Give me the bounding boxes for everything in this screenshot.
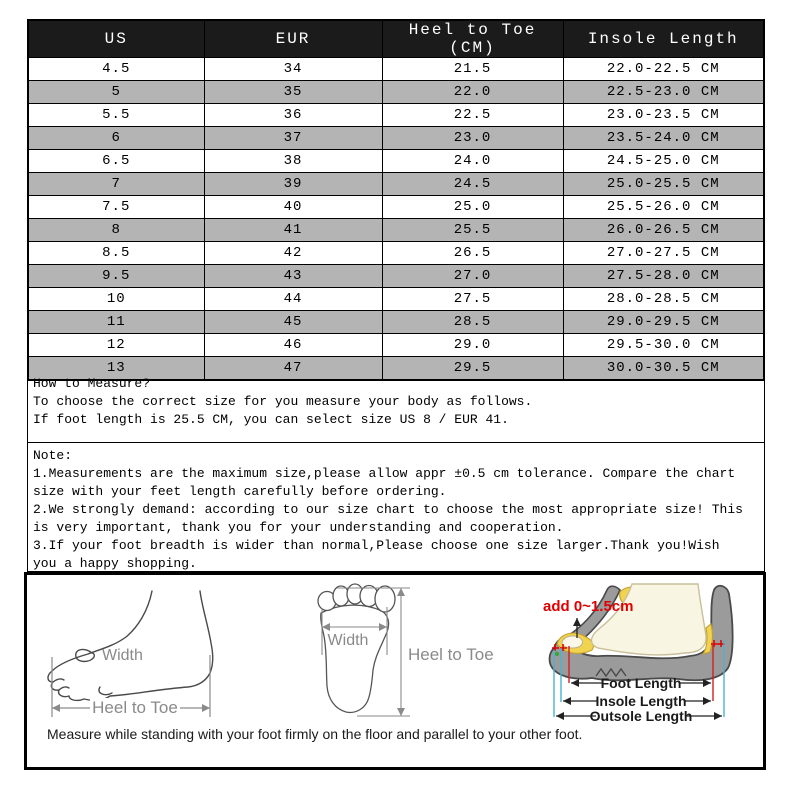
cell-heel-to-toe: 29.0 [382,334,563,357]
cell-heel-to-toe: 29.5 [382,357,563,380]
measure-line: To choose the correct size for you measure your body as follows. [33,394,533,409]
cell-insole: 30.0-30.5 CM [563,357,764,380]
cell-us: 10 [28,288,204,311]
cell-heel-to-toe: 21.5 [382,58,563,81]
cell-us: 4.5 [28,58,204,81]
col-header-eur: EUR [204,20,382,58]
how-to-measure-section [27,371,765,443]
table-header-row [28,20,764,58]
side-foot-heel-to-toe-label: Heel to Toe [92,698,178,717]
insole-length-label: Insole Length [595,693,687,709]
cell-heel-to-toe: 22.5 [382,104,563,127]
measure-line: If foot length is 25.5 CM, you can select size US 8 / EUR 41. [33,412,509,427]
cell-us: 9.5 [28,265,204,288]
note-line: is very important, thank you for your understanding and cooperation. [33,520,564,535]
note-line: 3.If your foot breadth is wider than normal,Please choose one size larger.Thank you!Wish [33,538,720,553]
measuring-diagram-box [24,572,766,770]
cell-us: 7 [28,173,204,196]
cell-eur: 34 [204,58,382,81]
cell-heel-to-toe: 27.5 [382,288,563,311]
cell-eur: 43 [204,265,382,288]
cell-us: 5.5 [28,104,204,127]
cell-us: 7.5 [28,196,204,219]
cell-eur: 35 [204,81,382,104]
foot-toe-tip [562,636,582,648]
cell-eur: 44 [204,288,382,311]
note-heading: Note: [33,448,73,463]
measure-heading: How to Measure? [33,376,151,391]
cell-insole: 22.5-23.0 CM [563,81,764,104]
foot-side-outline [48,591,213,700]
cell-insole: 22.0-22.5 CM [563,58,764,81]
footprint-width-label: Width [327,632,369,649]
footprint-diagram [310,580,505,725]
note-section [27,443,765,572]
cell-heel-to-toe: 27.0 [382,265,563,288]
cell-us: 8.5 [28,242,204,265]
col-header-us: US [28,20,204,58]
cell-us: 6 [28,127,204,150]
size-chart-table [27,19,765,381]
table-row [28,219,764,242]
outsole-length-label: Outsole Length [589,708,693,724]
col-header-heel-to-toe: Heel to Toe (CM) [382,20,563,58]
note-line: 2.We strongly demand: according to our size chart to choose the most appropriate size! This [33,502,743,517]
cell-insole: 28.0-28.5 CM [563,288,764,311]
side-foot-width-label: Width [102,647,143,664]
col-header-insole-length: Insole Length [563,20,764,58]
cell-insole: 23.5-24.0 CM [563,127,764,150]
table-row [28,127,764,150]
cell-eur: 38 [204,150,382,173]
cell-us: 8 [28,219,204,242]
shoe-cross-section-diagram [540,580,760,740]
cell-insole: 29.5-30.0 CM [563,334,764,357]
cell-us: 13 [28,357,204,380]
cell-us: 12 [28,334,204,357]
table-row [28,150,764,173]
cell-eur: 47 [204,357,382,380]
table-row [28,196,764,219]
cell-eur: 45 [204,311,382,334]
measuring-caption: Measure while standing with your foot firmly on the floor and parallel to your other foot. [47,726,583,742]
note-line: 1.Measurements are the maximum size,please allow appr ±0.5 cm tolerance. Compare the chart [33,466,736,481]
note-line: you a happy shopping. [33,556,197,571]
cell-heel-to-toe: 25.0 [382,196,563,219]
cell-insole: 27.0-27.5 CM [563,242,764,265]
green-dot [555,652,559,656]
table-row [28,58,764,81]
table-row [28,265,764,288]
cell-insole: 25.0-25.5 CM [563,173,764,196]
cell-eur: 42 [204,242,382,265]
cell-insole: 24.5-25.0 CM [563,150,764,173]
table-row [28,242,764,265]
cell-heel-to-toe: 23.0 [382,127,563,150]
footprint-outline [321,605,389,712]
cell-heel-to-toe: 22.0 [382,81,563,104]
note-line: size with your feet length carefully before ordering. [33,484,447,499]
cell-eur: 40 [204,196,382,219]
table-row [28,173,764,196]
cell-heel-to-toe: 24.0 [382,150,563,173]
cell-eur: 41 [204,219,382,242]
cell-eur: 36 [204,104,382,127]
cell-us: 11 [28,311,204,334]
table-row [28,334,764,357]
cell-heel-to-toe: 25.5 [382,219,563,242]
foot-length-label: Foot Length [600,675,682,691]
cell-insole: 27.5-28.0 CM [563,265,764,288]
cell-eur: 46 [204,334,382,357]
add-tolerance-label: add 0~1.5cm [543,598,634,615]
table-row [28,104,764,127]
cell-insole: 29.0-29.5 CM [563,311,764,334]
table-row [28,81,764,104]
cell-heel-to-toe: 24.5 [382,173,563,196]
cell-us: 5 [28,81,204,104]
cell-eur: 39 [204,173,382,196]
cell-insole: 26.0-26.5 CM [563,219,764,242]
cell-insole: 23.0-23.5 CM [563,104,764,127]
table-row [28,288,764,311]
cell-heel-to-toe: 26.5 [382,242,563,265]
cell-heel-to-toe: 28.5 [382,311,563,334]
side-foot-diagram [40,583,240,723]
cell-us: 6.5 [28,150,204,173]
footprint-heel-to-toe-label: Heel to Toe [408,645,494,664]
cell-insole: 25.5-26.0 CM [563,196,764,219]
table-row [28,311,764,334]
cell-eur: 37 [204,127,382,150]
